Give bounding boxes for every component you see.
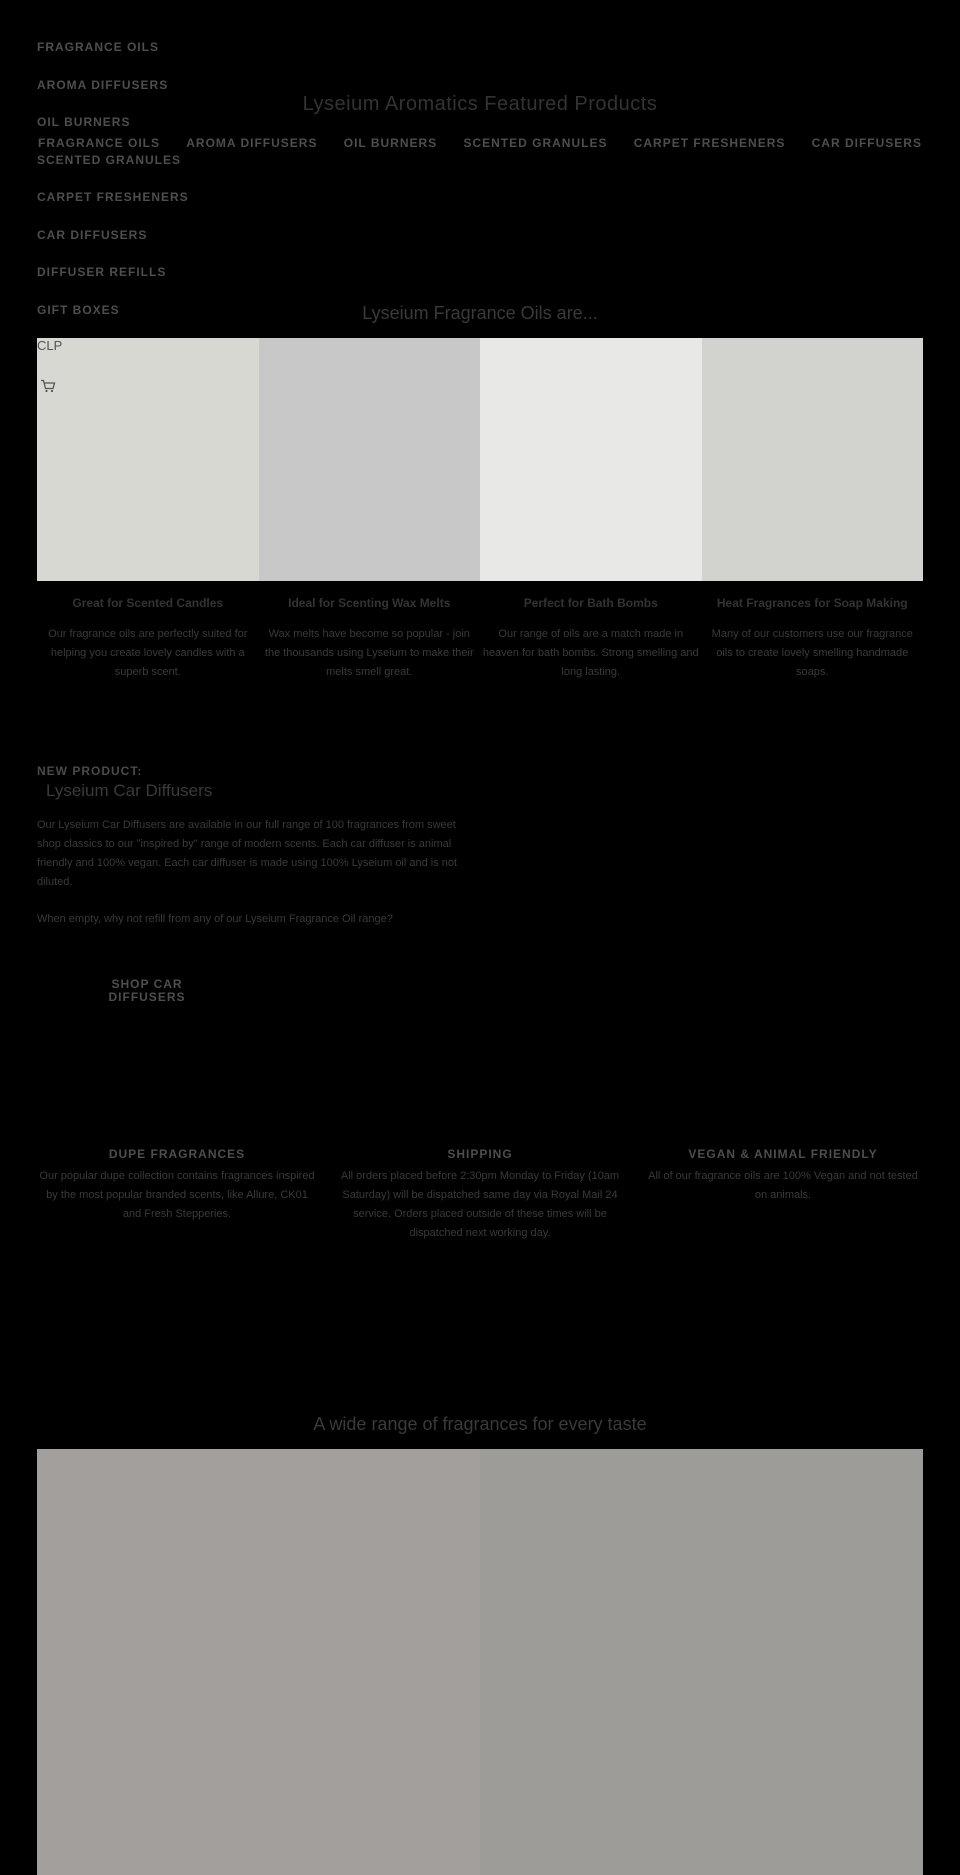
top-nav-aroma-diffusers[interactable]: AROMA DIFFUSERS xyxy=(186,136,318,150)
feature-tile-candles[interactable] xyxy=(37,338,259,682)
info-title: SHIPPING xyxy=(447,1147,513,1161)
feature-tile-wax-melts[interactable] xyxy=(259,338,481,682)
tile-title[interactable]: Ideal for Scenting Wax Melts xyxy=(288,596,451,610)
side-menu-item-oil-burners[interactable]: OIL BURNERS xyxy=(37,115,131,129)
info-columns xyxy=(37,1146,923,1243)
range-image-right[interactable] xyxy=(480,1449,923,1875)
tile-title[interactable]: Great for Scented Candles xyxy=(72,596,224,610)
tile-text: Many of our customers use our fragrance oils to create lovely smelling handmade soaps. xyxy=(711,628,913,678)
tile-title[interactable]: Heat Fragrances for Soap Making xyxy=(716,596,908,610)
info-column-shipping xyxy=(340,1146,620,1243)
tile-title[interactable]: Perfect for Bath Bombs xyxy=(523,596,658,610)
top-nav-carpet-fresheners[interactable]: CARPET FRESHENERS xyxy=(633,136,786,150)
info-text: All of our fragrance oils are 100% Vegan and not tested on animals. xyxy=(648,1170,918,1201)
new-product-paragraph: When empty, why not refill from any of our Lyseium Fragrance Oil range? xyxy=(37,913,393,925)
top-nav-fragrance-oils[interactable]: FRAGRANCE OILS xyxy=(38,136,160,150)
site-title: Lyseium Aromatics Featured Products xyxy=(302,93,658,115)
feature-tile-bath-bombs[interactable] xyxy=(480,338,702,682)
tile-image[interactable] xyxy=(37,338,259,581)
tile-image[interactable] xyxy=(702,338,924,581)
info-text: Our popular dupe collection contains fragrances inspired by the most popular branded scents, like Allure, CK01 and Fresh Stepperies. xyxy=(39,1170,315,1220)
currency-selector[interactable]: CLP xyxy=(37,338,63,353)
side-menu xyxy=(37,38,237,338)
new-product-title: Lyseium Car Diffusers xyxy=(46,781,213,800)
info-column-vegan xyxy=(643,1146,923,1243)
tile-text: Our range of oils are a match made in heaven for bath bombs. Strong smelling and long lasting. xyxy=(482,628,699,678)
top-nav xyxy=(38,136,922,150)
tile-text: Wax melts have become so popular - join the thousands using Lyseium to make their melts smell great. xyxy=(264,628,474,678)
new-product-eyebrow: NEW PRODUCT: xyxy=(37,764,143,778)
range-image-left[interactable] xyxy=(37,1449,480,1875)
tile-text: Our fragrance oils are perfectly suited for helping you create lovely candles with a superb scent. xyxy=(48,628,248,678)
new-product-paragraph: Our Lyseium Car Diffusers are available in our full range of 100 fragrances from sweet shop classics to our "inspired by" range of modern scents. Each car diffuser is animal friendly and 100% vegan. Each car diffuser is made using 100% Lyseium oil and is not diluted. xyxy=(37,819,458,888)
shop-car-diffusers-button[interactable]: SHOP CAR DIFFUSERS xyxy=(108,977,186,1004)
side-menu-item-fragrance-oils[interactable]: FRAGRANCE OILS xyxy=(37,40,159,54)
fragrance-section-title: Lyseium Fragrance Oils are... xyxy=(362,303,598,323)
info-column-dupe xyxy=(37,1146,317,1243)
top-nav-oil-burners[interactable]: OIL BURNERS xyxy=(343,136,438,150)
side-menu-item-scented-granules[interactable]: SCENTED GRANULES xyxy=(37,152,182,167)
info-title: DUPE FRAGRANCES xyxy=(108,1147,246,1161)
feature-tile-soap-making[interactable] xyxy=(702,338,924,682)
range-section-title: A wide range of fragrances for every taste xyxy=(313,1414,647,1434)
side-menu-item-car-diffusers[interactable]: CAR DIFFUSERS xyxy=(37,227,148,242)
new-product-description xyxy=(37,816,477,947)
side-menu-item-diffuser-refills[interactable]: DIFFUSER REFILLS xyxy=(37,265,167,279)
top-nav-scented-granules[interactable]: SCENTED GRANULES xyxy=(463,136,608,150)
cart-icon[interactable] xyxy=(40,379,56,393)
side-menu-item-aroma-diffusers[interactable]: AROMA DIFFUSERS xyxy=(37,77,169,92)
side-menu-item-carpet-fresheners[interactable]: CARPET FRESHENERS xyxy=(37,190,189,204)
tile-image[interactable] xyxy=(480,338,702,581)
tile-image[interactable] xyxy=(259,338,481,581)
feature-tiles xyxy=(37,338,923,682)
side-menu-item-gift-boxes[interactable]: GIFT BOXES xyxy=(37,302,120,317)
info-text: All orders placed before 2:30pm Monday to Friday (10am Saturday) will be dispatched same day via Royal Mail 24 service. Orders placed outside of these times will be dispatched next working day. xyxy=(340,1170,620,1239)
info-title: VEGAN & ANIMAL FRIENDLY xyxy=(688,1147,878,1161)
top-nav-car-diffusers[interactable]: CAR DIFFUSERS xyxy=(811,136,922,150)
